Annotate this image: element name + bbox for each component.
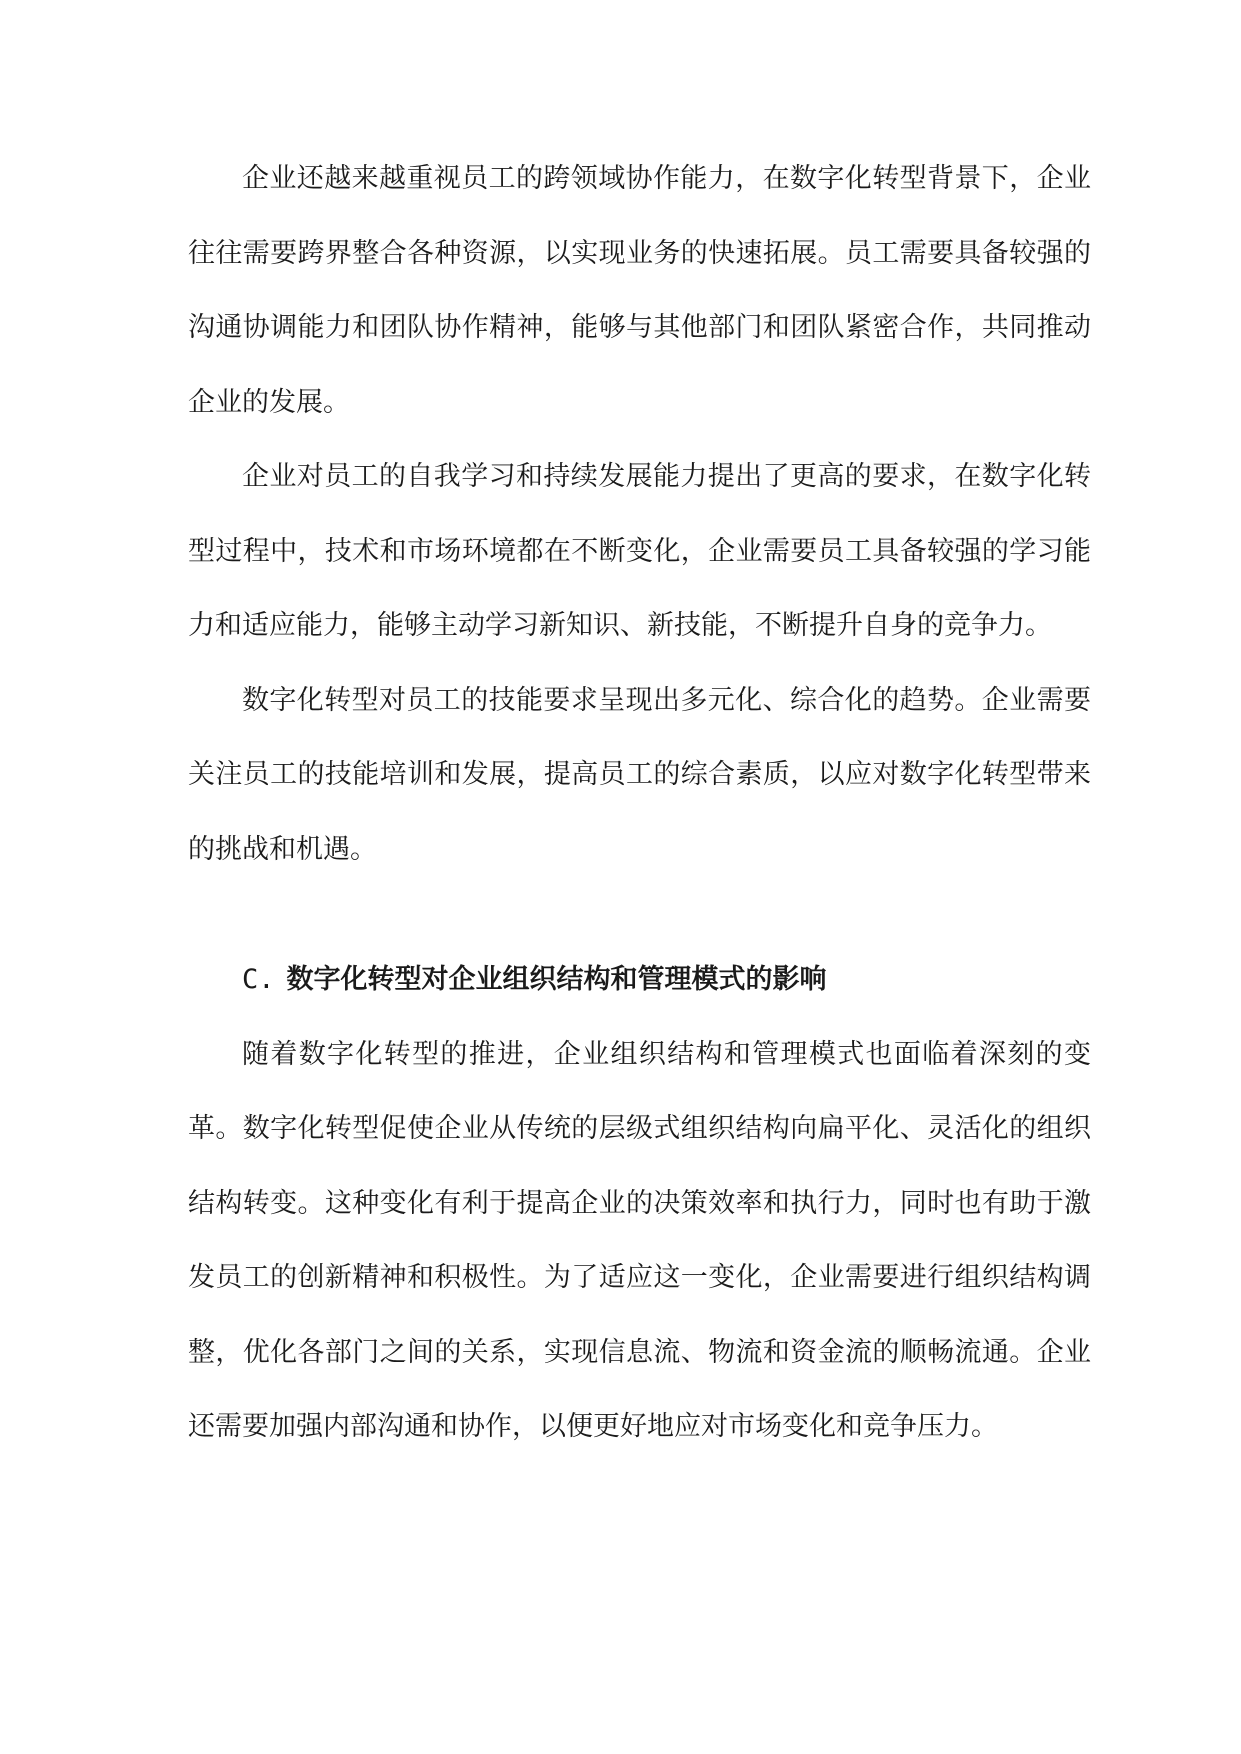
section-number: C. bbox=[242, 964, 275, 995]
section-title: 数字化转型对企业组织结构和管理模式的影响 bbox=[286, 964, 827, 995]
paragraph-self-learning: 企业对员工的自我学习和持续发展能力提出了更高的要求，在数字化转型过程中，技术和市场环境都在不断变化，企业需要员工具备较强的学习能力和适应能力，能够主动学习新知识、新技能，不断提升自身的竞争力。 bbox=[188, 461, 1091, 641]
section-heading bbox=[188, 943, 1091, 1018]
paragraph-skill-diversification: 数字化转型对员工的技能要求呈现出多元化、综合化的趋势。企业需要关注员工的技能培训和发展，提高员工的综合素质，以应对数字化转型带来的挑战和机遇。 bbox=[188, 684, 1091, 865]
paragraph-cross-domain-collaboration: 企业还越来越重视员工的跨领域协作能力，在数字化转型背景下，企业往往需要跨界整合各种资源，以实现业务的快速拓展。员工需要具备较强的沟通协调能力和团队协作精神，能够与其他部门和团队紧密合作，共同推动企业的发展。 bbox=[188, 163, 1091, 418]
document-body bbox=[188, 142, 1091, 1465]
paragraph-organizational-change: 随着数字化转型的推进，企业组织结构和管理模式也面临着深刻的变革。数字化转型促使企业从传统的层级式组织结构向扁平化、灵活化的组织结构转变。这种变化有利于提高企业的决策效率和执行力，同时也有助于激发员工的创新精神和积极性。为了适应这一变化，企业需要进行组织结构调整，优化各部门之间的关系，实现信息流、物流和资金流的顺畅流通。企业还需要加强内部沟通和协作，以便更好地应对市场变化和竞争压力。 bbox=[188, 1038, 1091, 1442]
